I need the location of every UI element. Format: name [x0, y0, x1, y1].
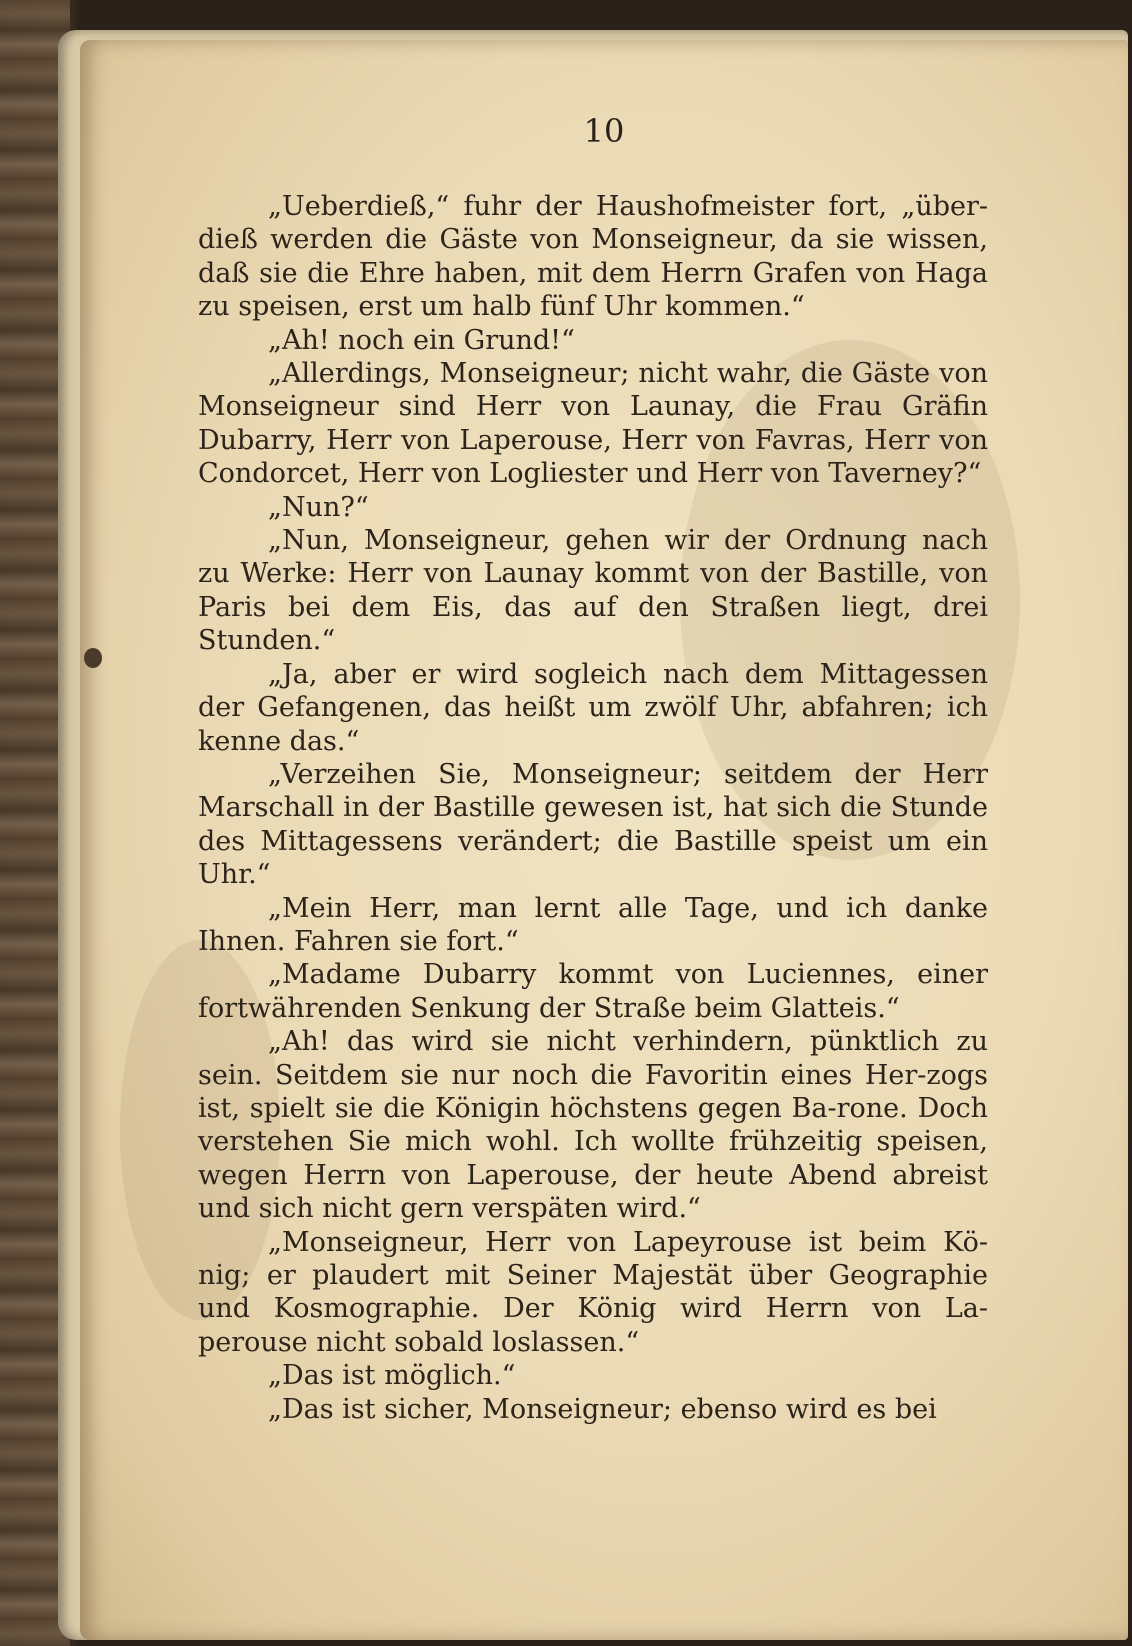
paragraph: „Ah! noch ein Grund!“: [268, 324, 575, 356]
paragraph: „Allerdings, Monseigneur; nicht wahr, die Gäste von Monseigneur sind Herr von Launay, die Frau Gräfin Dubarry, Herr von Laperouse, Herr von Favras, Herr von Condorcet, Herr von Logliester und Herr von Taverney?“: [198, 358, 988, 490]
paragraph: „Nun, Monseigneur, gehen wir der Ordnung nach zu Werke: Herr von Launay kommt von der Bastille, von Paris bei dem Eis, das auf den Straßen liegt, drei Stunden.“: [198, 525, 988, 657]
page-number: 10: [583, 112, 625, 150]
paragraph: „Nun?“: [268, 491, 369, 523]
book-page: [80, 40, 1128, 1640]
paragraph: „Das ist möglich.“: [268, 1360, 516, 1392]
paragraph: „Mein Herr, man lernt alle Tage, und ich danke Ihnen. Fahren sie fort.“: [198, 892, 988, 957]
paragraph: „Monseigneur, Herr von Lapeyrouse ist beim Kö-nig; er plaudert mit Seiner Majestät über Geographie und Kosmographie. Der König wird Herrn von La-perouse nicht sobald loslassen.“: [198, 1226, 988, 1358]
paragraph: „Ah! das wird sie nicht verhindern, pünktlich zu sein. Seitdem sie nur noch die Favoritin eines Her-zogs ist, spielt sie die Königin höchstens gegen Ba-rone. Doch verstehen Sie mich wohl. Ich wollte frühzeitig speisen, wegen Herrn von Laperouse, der heute Abend abreist und sich nicht gern verspäten wird.“: [198, 1026, 988, 1225]
paragraph: „Ueberdieß,“ fuhr der Haushofmeister fort, „über-dieß werden die Gäste von Monseigneur, da sie wissen, daß sie die Ehre haben, mit dem Herrn Grafen von Haga zu speisen, erst um halb fünf Uhr kommen.“: [198, 191, 988, 323]
page-body: [198, 190, 988, 1426]
paragraph: „Verzeihen Sie, Monseigneur; seitdem der Herr Marschall in der Bastille gewesen ist, hat sich die Stunde des Mittagessens verändert; die Bastille speist um ein Uhr.“: [198, 758, 988, 891]
paragraph: „Madame Dubarry kommt von Luciennes, einer fortwährenden Senkung der Straße beim Glatteis.“: [198, 959, 988, 1024]
binding-hole: [84, 648, 102, 668]
paragraph: „Ja, aber er wird sogleich nach dem Mittagessen der Gefangenen, das heißt um zwölf Uhr, abfahren; ich kenne das.“: [198, 658, 988, 757]
paragraph: „Das ist sicher, Monseigneur; ebenso wird es bei: [268, 1393, 937, 1425]
